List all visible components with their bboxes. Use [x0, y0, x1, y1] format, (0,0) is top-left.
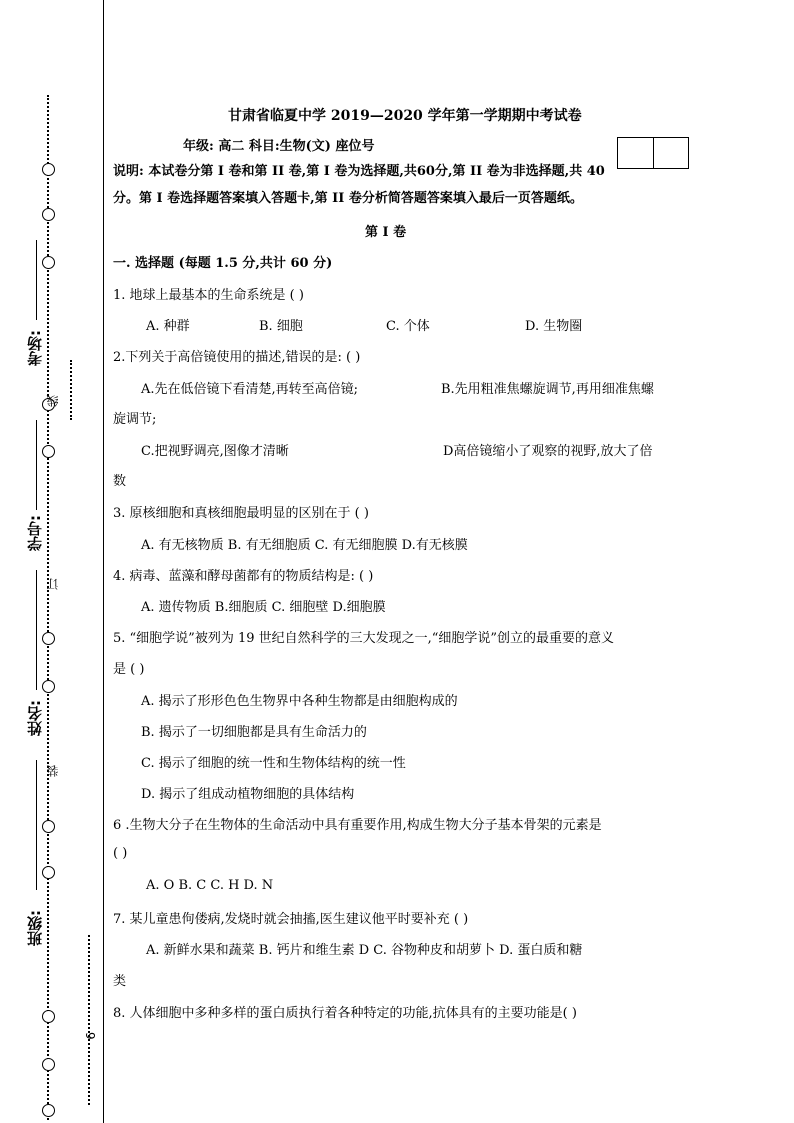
question-5-option-b: B. 揭示了一切细胞都是具有生命活力的: [141, 725, 367, 740]
question-5-cont: 是 ( ): [113, 662, 145, 677]
binding-hole: [42, 445, 55, 458]
page-mark: 6: [84, 1032, 98, 1040]
question-3-options: A. 有无核物质 B. 有无细胞质 C. 有无细胞膜 D.有无核膜: [141, 538, 468, 553]
binding-hole: [42, 163, 55, 176]
question-1-option-a: A. 种群: [146, 319, 190, 334]
question-8: 8. 人体细胞中多种多样的蛋白质执行着各种特定的功能,抗体具有的主要功能是( ): [113, 1006, 577, 1021]
instructions-line-1: 说明: 本试卷分第 I 卷和第 II 卷,第 I 卷为选择题,共60分,第 II 卷为非选择题,共 40: [113, 164, 605, 179]
student-id-label: 学号:: [26, 515, 44, 551]
name-blank[interactable]: [36, 570, 37, 690]
question-6: 6 .生物大分子在生物体的生命活动中具有重要作用,构成生物大分子基本骨架的元素是: [113, 818, 602, 833]
question-5-option-c: C. 揭示了细胞的统一性和生物体结构的统一性: [141, 756, 406, 771]
exam-room-blank[interactable]: [36, 240, 37, 320]
binding-hole: [42, 866, 55, 879]
question-2-option-d-cont: 数: [113, 474, 127, 489]
question-1-option-d: D. 生物圈: [525, 319, 583, 334]
dotted-line-inner: [70, 360, 72, 420]
grade-subject-line: 年级: 高二 科目:生物(文) 座位号: [183, 139, 375, 154]
seat-number-box[interactable]: [617, 137, 689, 169]
question-2-option-a: A.先在低倍镜下看清楚,再转至高倍镜;: [141, 382, 359, 397]
question-6-cont: ( ): [113, 846, 128, 861]
binding-hole: [42, 208, 55, 221]
question-1-option-c: C. 个体: [386, 319, 430, 334]
binding-line: [103, 0, 104, 1123]
question-2-option-d: D高倍镜缩小了观察的视野,放大了倍: [443, 444, 653, 459]
part-title: 一. 选择题 (每题 1.5 分,共计 60 分): [113, 256, 333, 271]
exam-room-label: 考场:: [26, 330, 44, 366]
student-id-blank[interactable]: [36, 420, 37, 510]
question-7-options: A. 新鲜水果和蔬菜 B. 钙片和维生素 D C. 谷物种皮和胡萝卜 D. 蛋白质和糖: [146, 943, 583, 958]
binding-hole: [42, 680, 55, 693]
question-7-cont: 类: [113, 974, 127, 989]
exam-title: 甘肃省临夏中学 2019—2020 学年第一学期期中考试卷: [228, 108, 582, 124]
question-2-option-b-cont: 旋调节;: [113, 412, 157, 427]
binding-margin: [0, 0, 110, 1123]
line-mark: 线: [46, 395, 60, 407]
question-1: 1. 地球上最基本的生命系统是 ( ): [113, 288, 304, 303]
question-6-options: A. O B. C C. H D. N: [146, 878, 274, 893]
class-label: 班级:: [26, 910, 44, 946]
question-2-option-b: B.先用粗准焦螺旋调节,再用细准焦螺: [441, 382, 654, 397]
seal-mark: 装: [46, 765, 60, 777]
question-5: 5. “细胞学说”被列为 19 世纪自然科学的三大发现之一,“细胞学说”创立的最重要的意义: [113, 631, 615, 646]
question-5-option-d: D. 揭示了组成动植物细胞的具体结构: [141, 787, 355, 802]
class-blank[interactable]: [36, 760, 37, 890]
binding-hole: [42, 256, 55, 269]
name-label: 姓名:: [26, 700, 44, 736]
question-4: 4. 病毒、蓝藻和酵母菌都有的物质结构是: ( ): [113, 569, 374, 584]
binding-hole: [42, 820, 55, 833]
binding-hole: [42, 632, 55, 645]
question-2-option-c: C.把视野调亮,图像才清晰: [141, 444, 289, 459]
question-1-option-b: B. 细胞: [259, 319, 303, 334]
binding-hole: [42, 1010, 55, 1023]
question-3: 3. 原核细胞和真核细胞最明显的区别在于 ( ): [113, 506, 369, 521]
volume-title: 第 I 卷: [365, 225, 407, 240]
seat-box-divider: [653, 138, 654, 168]
dotted-line-top: [47, 95, 49, 1120]
question-2: 2.下列关于高倍镜使用的描述,错误的是: ( ): [113, 350, 361, 365]
instructions-line-2: 分。第 I 卷选择题答案填入答题卡,第 II 卷分析简答题答案填入最后一页答题纸。: [113, 191, 583, 206]
question-5-option-a: A. 揭示了形形色色生物界中各种生物都是由细胞构成的: [141, 694, 458, 709]
binding-hole: [42, 1104, 55, 1117]
dotted-line-inner: [88, 935, 90, 1105]
question-4-options: A. 遗传物质 B.细胞质 C. 细胞壁 D.细胞膜: [141, 600, 386, 615]
question-7: 7. 某儿童患佝偻病,发烧时就会抽搐,医生建议他平时要补充 ( ): [113, 912, 469, 927]
binding-hole: [42, 1058, 55, 1071]
bind-mark: 订: [46, 578, 60, 590]
